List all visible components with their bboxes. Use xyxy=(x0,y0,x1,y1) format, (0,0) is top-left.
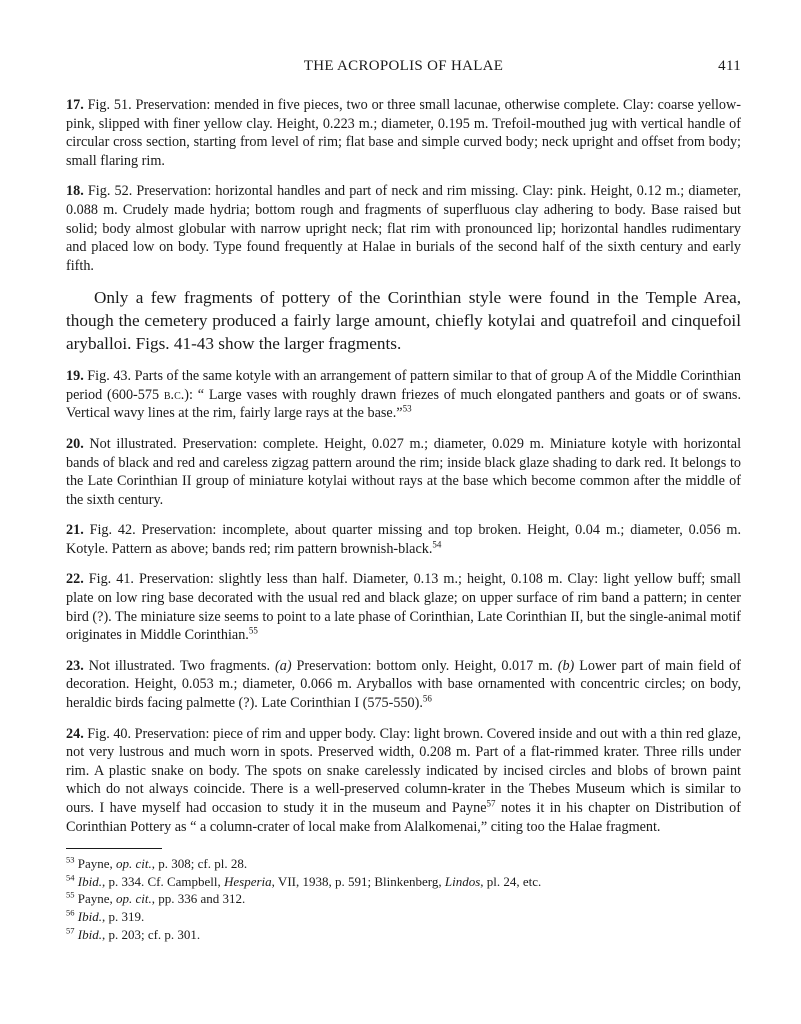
entry-text: Fig. 52. Preservation: horizontal handles and part of neck and rim missing. Clay: pink. Height, 0.12 m.; diameter, 0.088 m. Crudely made hydria; bottom rough and fragments of superfluous clay adhering to body. Base raised but solid; body almost globular with narrow upright neck; flat rim with pronounced lip; horizontal handles rudimentary and placed low on body. Type found frequently at Halae in burials of the second half of the sixth century and early fifth. xyxy=(66,183,742,274)
footnote-text: , p. 319. xyxy=(101,908,145,924)
footnote-55 xyxy=(66,890,741,908)
entry-text: Not illustrated. Preservation: complete. Height, 0.027 m.; diameter, 0.029 m. Miniature kotyle with horizontal bands of black and red and careless zigzag pattern around the rim; inside black glaze shading to dark red. It belongs to the Late Corinthian II group of miniature kotylai without rays at the base which become common after the middle of the sixth century. xyxy=(66,435,742,508)
running-head xyxy=(66,58,741,82)
running-title: THE ACROPOLIS OF HALAE xyxy=(303,58,504,74)
footnote-text: , p. 308; cf. pl. 28. xyxy=(151,856,248,872)
entry-20 xyxy=(66,435,741,509)
entry-19 xyxy=(66,367,741,423)
entry-text: Fig. 42. Preservation: incomplete, about quarter missing and top broken. Height, 0.04 m.; diameter, 0.056 m. Kotyle. Pattern as above; bands red; rim pattern brownish-black. xyxy=(66,522,742,557)
entry-text: Preservation: bottom only. Height, 0.017 m. xyxy=(291,657,558,674)
entry-text: Fig. 43. Parts of the same kotyle with an arrangement of pattern similar to that of group A of the Middle Corinthian period (600-575 xyxy=(66,368,742,403)
entry-17 xyxy=(66,96,741,170)
footnote-mark: 56 xyxy=(66,907,75,918)
footnote-mark: 54 xyxy=(66,872,75,883)
fragment-a-label: (a) xyxy=(275,657,292,674)
footnote-text: , p. 203; cf. p. 301. xyxy=(101,926,201,942)
entry-text: Not illustrated. Two fragments. xyxy=(88,657,276,674)
entry-text: Fig. 41. Preservation: slightly less than half. Diameter, 0.13 m.; height, 0.108 m. Clay: light yellow buff; small plate on low ring base decorated with the usual red and black glaze; on upper surface of rim band a pattern; in center bird (?). The miniature size seems to point to a late phase of Corinthian, Late Corinthian II, but the single-animal motif originates in Middle Corinthian. xyxy=(66,571,741,644)
footnote-text: , VII, 1938, p. 591; Blinkenberg, xyxy=(271,873,445,889)
page xyxy=(66,58,741,943)
footnote-italic: Ibid. xyxy=(77,873,102,889)
entry-number: 20. xyxy=(66,435,84,452)
entry-text: ): “ Large vases with roughly drawn friezes of much elongated panthers and goats or of swans. Vertical wavy lines at the rim, fairly large rays at the base.” xyxy=(66,386,741,422)
footnote-53 xyxy=(66,855,741,873)
footnote-italic: op. cit. xyxy=(116,891,152,907)
footnote-ref[interactable]: 53 xyxy=(402,403,412,414)
footnote-mark: 53 xyxy=(66,854,75,865)
entry-18 xyxy=(66,182,741,275)
fragment-b-label: (b) xyxy=(557,657,575,674)
entry-22 xyxy=(66,570,741,644)
era-abbrev: b.c. xyxy=(163,386,185,403)
entry-number: 21. xyxy=(66,522,84,539)
footnote-italic: Ibid. xyxy=(77,908,102,924)
footnote-text: , p. 334. Cf. Campbell, xyxy=(101,873,224,889)
page-number: 411 xyxy=(718,58,741,74)
footnote-ref[interactable]: 56 xyxy=(422,693,432,704)
entry-text: notes it in his chapter on Distribution of Corinthian Pottery as “ a column-crater of local make from Alalkomenai,” citing too the Halae fragment. xyxy=(66,800,741,835)
footnote-ref[interactable]: 54 xyxy=(432,539,442,550)
footnote-ref[interactable]: 57 xyxy=(486,798,496,809)
entry-text: Fig. 40. Preservation: piece of rim and upper body. Clay: light brown. Covered inside and out with a thin red glaze, not very lustrous and much worn in spots. Preserved width, 0.208 m. Part of a flat-rimmed krater. Three rills under rim. A plastic snake on body. The spots on snake carelessly indicated by incised circles and blobs of brown paint which do not always coincide. There is a well-preserved column-krater in the Thebes Museum which is similar to ours. I have myself had occasion to study it in the museum and Payne xyxy=(66,725,741,816)
footnote-56 xyxy=(66,908,741,926)
footnote-57 xyxy=(66,926,741,944)
footnote-divider xyxy=(66,848,162,849)
footnote-mark: 57 xyxy=(66,925,75,936)
footnote-text: Payne, xyxy=(74,856,117,872)
entry-number: 22. xyxy=(66,571,84,588)
footnote-54 xyxy=(66,873,741,891)
footnote-italic: Hesperia xyxy=(224,873,272,889)
entry-number: 17. xyxy=(66,97,84,113)
body-paragraph: Only a few fragments of pottery of the Corinthian style were found in the Temple Area, though the cemetery produced a fairly large amount, chiefly kotylai and quatrefoil and cinquefoil aryballoi. Figs. 41-43 show the larger fragments. xyxy=(66,288,741,353)
footnote-text: , pl. 24, etc. xyxy=(480,873,542,889)
entry-number: 23. xyxy=(66,657,84,674)
footnotes xyxy=(66,855,741,943)
footnote-ref[interactable]: 55 xyxy=(248,625,258,636)
entry-24 xyxy=(66,725,741,837)
entry-text: Fig. 51. Preservation: mended in five pieces, two or three small lacunae, otherwise complete. Clay: coarse yellow-pink, slipped with finer yellow clay. Height, 0.223 m.; diameter, 0.195 m. Trefoil-mouthed jug with vertical handle of circular cross section, starting from level of rim; flat base and simple curved body; neck upright and offset from body; small flaring rim. xyxy=(66,97,741,169)
entry-number: 18. xyxy=(66,183,84,200)
entry-text: Lower part of main field of decoration. Height, 0.053 m.; diameter, 0.066 m. Aryballos with base ornamented with concentric circles; on body, heraldic birds facing palmette (?). Late Corinthian I (575-550). xyxy=(66,657,741,712)
footnote-italic: Ibid. xyxy=(77,926,102,942)
footnote-mark: 55 xyxy=(66,890,75,901)
entry-21 xyxy=(66,521,741,558)
footnote-text: Payne, xyxy=(74,891,117,907)
entry-number: 19. xyxy=(66,368,84,385)
footnote-italic: Lindos xyxy=(444,873,481,889)
footnote-italic: op. cit. xyxy=(116,856,152,872)
entry-number: 24. xyxy=(66,725,84,742)
entry-23 xyxy=(66,657,741,713)
footnote-text: , pp. 336 and 312. xyxy=(151,891,246,907)
